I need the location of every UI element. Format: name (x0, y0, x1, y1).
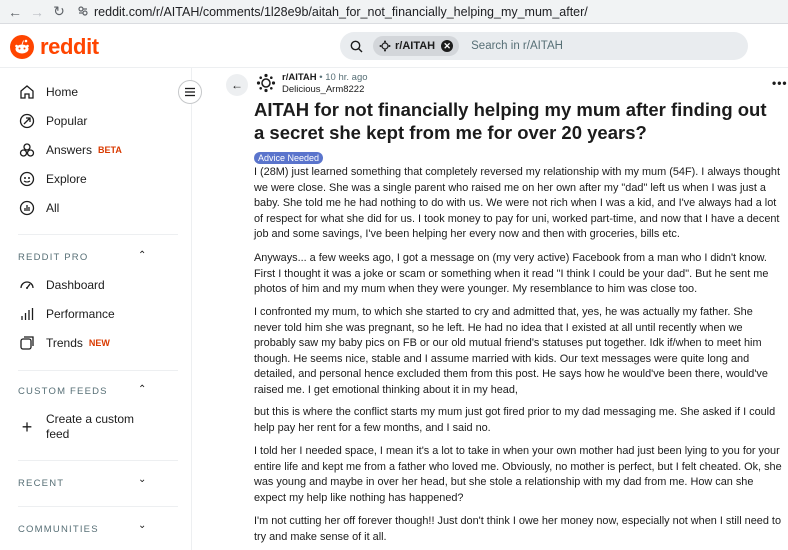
sidebar-item-dashboard[interactable] (18, 274, 105, 296)
sidebar-item-performance[interactable] (18, 303, 115, 325)
popular-icon (18, 112, 36, 130)
post-paragraph: I (28M) just learned something that completely reversed my relationship with my mum (54F). I always thought we were close. She was a single parent who raised me on her own after my "dad" left us when I was just a baby. She told me he had nothing to do with us. We were not rich when I was a kid, and I've always had a lot of respect for what she did for us. I took money to pay for uni, worked part-time, and now that I have a decent job and some savings, I've been helping her every now and then with groceries, bills etc. (254, 166, 780, 240)
post-meta (282, 72, 368, 96)
back-arrow-icon: ← (231, 78, 243, 92)
post-flair[interactable]: Advice Needed (254, 152, 323, 164)
chevron-down-icon[interactable]: ⌄ (138, 474, 147, 485)
search-chip-label: r/AITAH (395, 40, 436, 52)
communities-section-title[interactable]: COMMUNITIES (18, 524, 99, 535)
post-author[interactable]: Delicious_Arm8222 (282, 84, 365, 95)
sidebar-divider (18, 506, 178, 507)
sidebar-item-label: Answers (46, 143, 93, 157)
create-label-line-1: Create a custom (46, 412, 135, 426)
search-input[interactable] (340, 32, 748, 60)
sidebar-item-answers[interactable] (18, 139, 122, 161)
all-icon (18, 199, 36, 217)
custom-feeds-section-title[interactable]: CUSTOM FEEDS (18, 386, 108, 397)
reddit-pro-section-title[interactable]: REDDIT PRO (18, 252, 89, 263)
back-button[interactable] (226, 74, 248, 96)
post-paragraph: Anyways... a few weeks ago, I got a message on (my very active) Facebook from a man who I didn't know. First I thought it was a joke or scam or something when it read "I think I could be your dad". But he sent me photos of him and my mum when they were younger. My resemblance to him was close too. (254, 252, 769, 295)
hamburger-menu-icon (184, 87, 196, 97)
sidebar-item-label: Home (46, 85, 79, 99)
reddit-wordmark: reddit (40, 34, 99, 59)
post-time: 10 hr. ago (325, 72, 368, 83)
sidebar-item-label: Dashboard (46, 278, 105, 292)
back-arrow-icon[interactable]: ← (8, 3, 22, 20)
meta-separator: • (319, 72, 326, 83)
trends-icon (18, 334, 36, 352)
plus-icon: + (21, 416, 33, 437)
sidebar-divider (18, 460, 178, 461)
reddit-logo[interactable] (10, 34, 99, 60)
reddit-header (0, 24, 788, 68)
sidebar-divider (18, 370, 178, 371)
new-badge: NEW (88, 338, 110, 348)
post-paragraph: I told her I needed space, I mean it's a lot to take in when your own mother had just been lying to you for your entire life and kept me from a father who loved me. Obviously, no mother is perfect, but I felt cheated. Ok, she was young and maybe in over her head, but she stole a relationship with my dad from me. How can she expect my help like nothing has happened? (254, 445, 782, 504)
sidebar-item-label: All (46, 201, 60, 215)
collapse-sidebar-button[interactable] (178, 80, 202, 104)
clear-chip-icon[interactable]: ✕ (441, 40, 453, 52)
search-placeholder: Search in r/AITAH (471, 40, 563, 52)
sidebar-item-label: Popular (46, 114, 88, 128)
more-options-icon[interactable]: ••• (772, 76, 788, 90)
left-sidebar (0, 68, 192, 550)
community-icon (379, 40, 391, 52)
sidebar-item-all[interactable] (18, 197, 59, 219)
sidebar-item-trends[interactable] (18, 332, 110, 354)
sidebar-divider (18, 234, 178, 235)
explore-icon (18, 170, 36, 188)
sidebar-item-home[interactable] (18, 81, 78, 103)
home-icon (18, 83, 36, 101)
performance-icon (18, 305, 36, 323)
sidebar-item-explore[interactable] (18, 168, 87, 190)
browser-toolbar (0, 0, 788, 24)
answers-icon (18, 141, 36, 159)
post-paragraph: but this is where the conflict starts my mum just got fired prior to my dad messaging me. She asked if I could help pay her rent for a few months, and I said no. (254, 406, 776, 434)
chevron-up-icon[interactable]: ⌃ (138, 384, 147, 395)
create-custom-feed-button[interactable] (18, 410, 134, 444)
site-info-icon[interactable] (78, 5, 88, 19)
reload-icon[interactable]: ↻ (53, 3, 65, 19)
sidebar-item-popular[interactable] (18, 110, 87, 132)
subreddit-avatar-icon[interactable] (256, 73, 276, 93)
sidebar-item-label: Performance (46, 307, 115, 321)
dashboard-icon (18, 276, 36, 294)
beta-badge: BETA (98, 145, 122, 155)
search-community-chip[interactable] (373, 36, 459, 56)
forward-arrow-icon[interactable]: → (30, 3, 44, 20)
chevron-down-icon[interactable]: ⌄ (138, 520, 147, 531)
reddit-snoo-icon (10, 35, 34, 59)
post-title: AITAH for not financially helping my mum after finding out a secret she kept from me for over 20 years? (254, 99, 767, 143)
sidebar-item-label: Explore (46, 172, 87, 186)
sidebar-item-label: Trends (46, 336, 83, 350)
post-paragraph: I confronted my mum, to which she started to cry and admitted that, yes, he was actually my father. She never told him she was pregnant, so he left. He had no idea that I existed at all until recently when we probably saw my baby pics on FB or our old mutual friend's statuses put together. Idk if/when to meet him though. He seems nice, stable and I assume married with kids. Our text messages were quite long and detailed, and personal hence excluded them from this post. He says how he would've been there, would've raised me. I get emotional thinking about it in my head, (254, 306, 768, 396)
search-icon (350, 40, 363, 53)
chevron-up-icon[interactable]: ⌃ (138, 250, 147, 261)
create-custom-feed-label (46, 412, 134, 442)
address-bar[interactable] (78, 2, 588, 22)
subreddit-link[interactable]: r/AITAH (282, 72, 317, 83)
url-text: reddit.com/r/AITAH/comments/1l28e9b/aitah_for_not_financially_helping_my_mum_after/ (94, 4, 588, 19)
recent-section-title[interactable]: RECENT (18, 478, 65, 489)
create-label-line-2: feed (46, 427, 70, 441)
post-paragraph: I'm not cutting her off forever though!! Just don't think I owe her money now, especially not when I still need to try and make sense of it all. (254, 515, 782, 543)
